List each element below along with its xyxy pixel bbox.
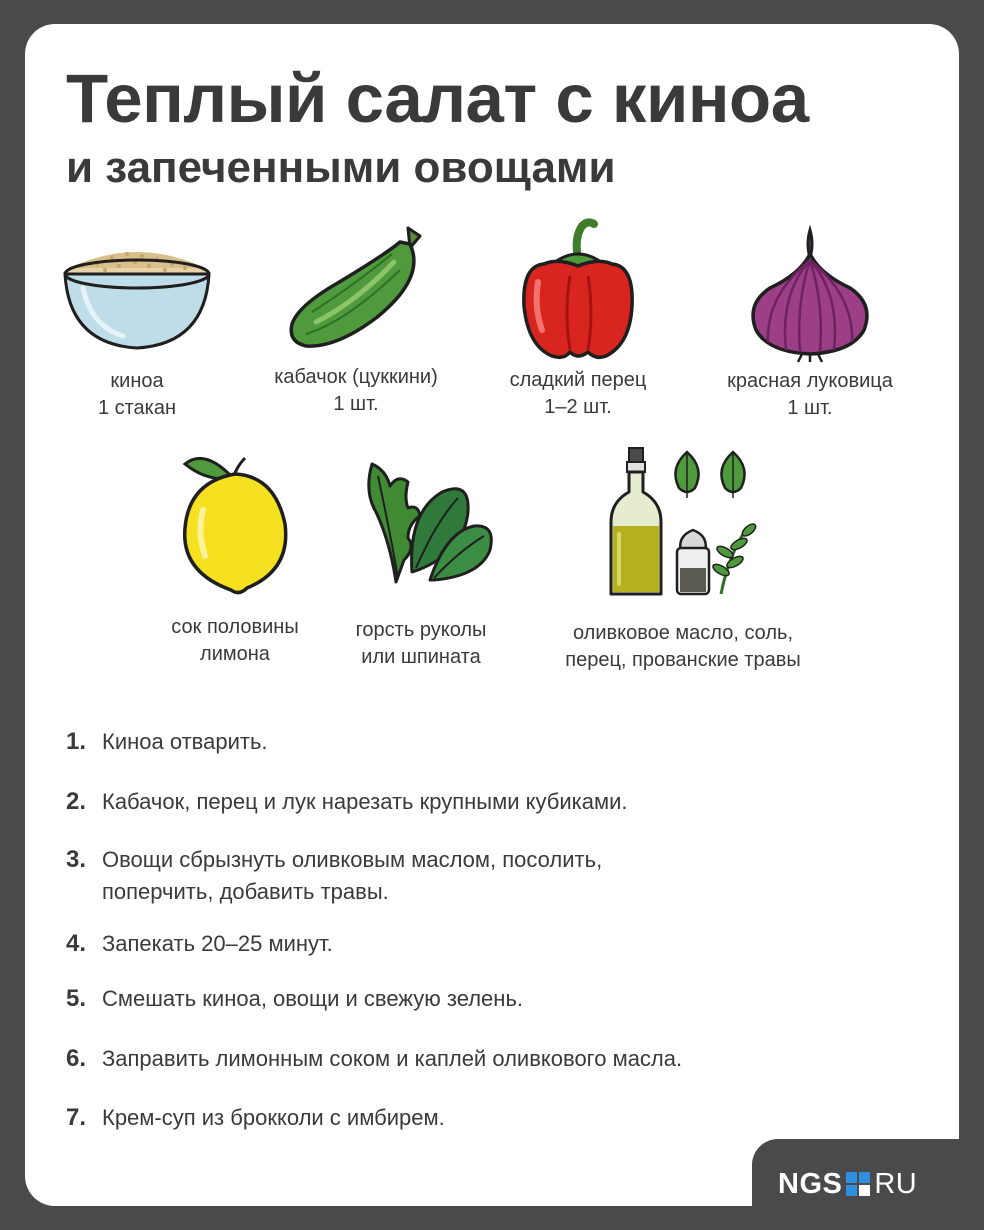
list-item xyxy=(66,786,628,818)
step-number: 6. xyxy=(66,1045,87,1072)
ingredient-amount: или шпината xyxy=(361,646,481,668)
ingredient-name: киноа xyxy=(110,370,164,392)
step-number: 1. xyxy=(66,728,87,755)
bell-pepper-icon xyxy=(508,218,648,363)
step-text: Смешать киноа, овощи и свежую зелень. xyxy=(102,986,524,1011)
ingredient-greens xyxy=(336,452,506,671)
step-text: Запекать 20–25 минут. xyxy=(102,931,333,956)
list-item xyxy=(66,844,602,908)
recipe-subtitle: и запеченными овощами xyxy=(66,143,616,192)
ingredient-quinoa xyxy=(52,226,222,422)
list-item xyxy=(66,1043,682,1075)
logo-text-ru: RU xyxy=(874,1167,918,1200)
step-number: 3. xyxy=(66,846,87,873)
ingredient-name: оливковое масло, соль, xyxy=(572,622,793,644)
step-text: Крем-суп из брокколи с имбирем. xyxy=(102,1105,445,1130)
ingredient-oil-spices xyxy=(540,444,826,674)
lemon-icon xyxy=(175,440,295,598)
logo-squares-icon xyxy=(846,1172,870,1196)
list-item xyxy=(66,726,268,758)
ingredient-name: кабачок (цуккини) xyxy=(274,366,438,388)
ingredient-bell-pepper xyxy=(488,218,668,421)
ingredient-lemon xyxy=(140,440,330,668)
ingredient-name: горсть руколы xyxy=(355,619,487,641)
list-item xyxy=(66,983,523,1015)
ingredient-amount: 1 шт. xyxy=(333,393,379,415)
red-onion-icon xyxy=(740,224,880,364)
ingredient-name: сладкий перец xyxy=(509,369,647,391)
olive-oil-salt-herbs-icon xyxy=(603,444,763,600)
step-number: 2. xyxy=(66,788,87,815)
ingredient-name: сок половины xyxy=(171,616,299,638)
step-number: 5. xyxy=(66,985,87,1012)
arugula-spinach-icon xyxy=(346,452,496,592)
logo-text-ngs: NGS xyxy=(778,1167,843,1200)
list-item xyxy=(66,1102,445,1134)
step-text: Кабачок, перец и лук нарезать крупными кубиками. xyxy=(102,789,628,814)
zucchini-icon xyxy=(276,218,436,358)
ingredient-amount: лимона xyxy=(200,643,270,665)
ingredient-amount: 1–2 шт. xyxy=(544,396,612,418)
list-item xyxy=(66,928,333,960)
step-text: Киноа отварить. xyxy=(102,729,268,754)
ngs-logo[interactable] xyxy=(778,1166,917,1202)
step-text: Овощи сбрызнуть оливковым маслом, посолить, поперчить, добавить травы. xyxy=(102,847,603,904)
ingredient-name: красная луковица xyxy=(727,370,893,392)
ingredient-zucchini xyxy=(246,218,466,418)
quinoa-bowl-icon xyxy=(57,226,217,356)
ingredient-red-onion xyxy=(702,224,918,422)
recipe-title: Теплый салат с киноа xyxy=(66,60,809,137)
step-number: 7. xyxy=(66,1104,87,1131)
step-number: 4. xyxy=(66,930,87,957)
step-text: Заправить лимонным соком и каплей оливкового масла. xyxy=(102,1046,683,1071)
ingredient-amount: 1 стакан xyxy=(97,397,177,419)
ingredient-amount: перец, прованские травы xyxy=(565,649,801,671)
ingredient-amount: 1 шт. xyxy=(787,397,833,419)
